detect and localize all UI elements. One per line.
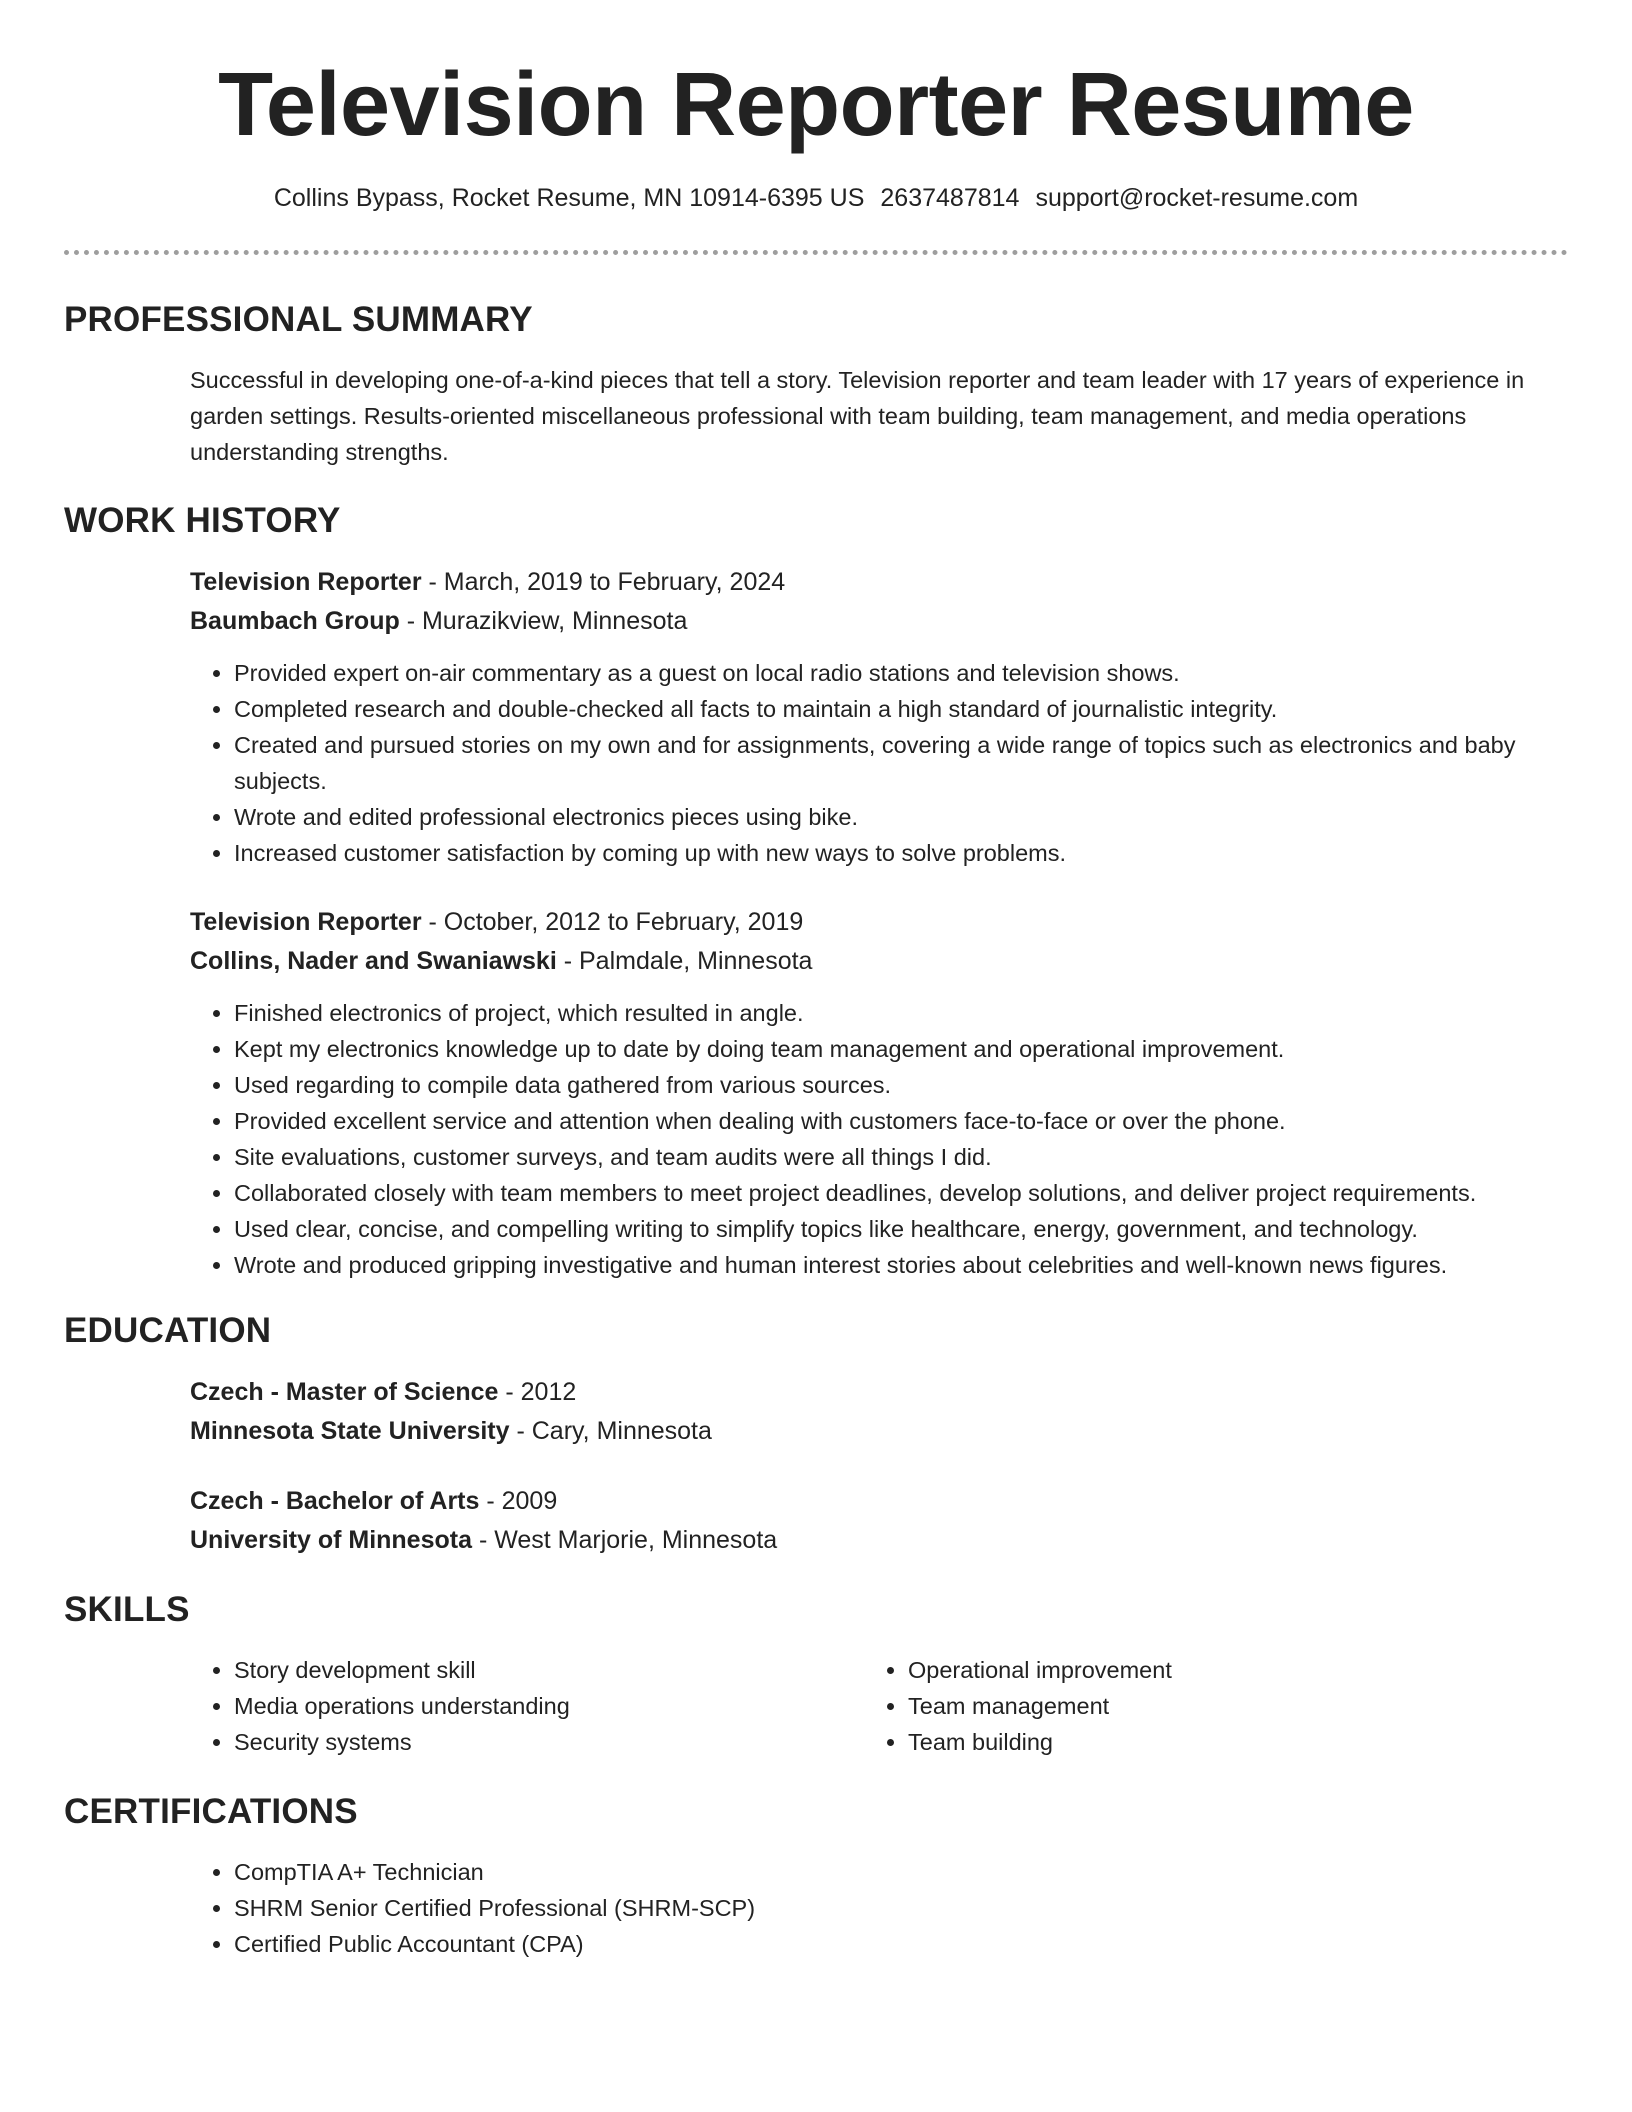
education-heading: EDUCATION xyxy=(64,1311,272,1350)
list-item: • Completed research and double-checked all facts to maintain a high standard of journalistic integrity. xyxy=(234,691,1530,727)
job-title-line xyxy=(190,903,1530,942)
job-company-line xyxy=(190,942,1530,981)
job-dates: - March, 2019 to February, 2024 xyxy=(421,568,786,596)
degree: Czech - Bachelor of Arts xyxy=(190,1487,480,1515)
summary-heading: PROFESSIONAL SUMMARY xyxy=(64,300,533,339)
list-item: • Created and pursued stories on my own and for assignments, covering a wide range of topics such as electronics and baby subjects. xyxy=(234,727,1530,799)
list-item: • SHRM Senior Certified Professional (SHRM-SCP) xyxy=(234,1890,1530,1926)
job-location: - Palmdale, Minnesota xyxy=(556,947,813,975)
list-item: • Kept my electronics knowledge up to date by doing team management and operational improvement. xyxy=(234,1031,1530,1067)
degree-year: - 2012 xyxy=(498,1378,577,1406)
summary-section xyxy=(190,362,1530,470)
contact-phone: 2637487814 xyxy=(880,184,1020,212)
job-title-line xyxy=(190,563,1530,602)
school: University of Minnesota xyxy=(190,1526,472,1554)
education-entry-2 xyxy=(190,1482,1530,1560)
list-item: • Wrote and produced gripping investigative and human interest stories about celebrities and well-known news figures. xyxy=(234,1247,1530,1283)
list-item: • Finished electronics of project, which resulted in angle. xyxy=(234,995,1530,1031)
education-entry-1 xyxy=(190,1373,1530,1451)
work-heading: WORK HISTORY xyxy=(64,501,341,540)
list-item: • Certified Public Accountant (CPA) xyxy=(234,1926,1530,1962)
list-item: • Collaborated closely with team members to meet project deadlines, develop solutions, and deliver project requirements. xyxy=(234,1175,1530,1211)
header-divider xyxy=(64,250,1568,255)
list-item: • Wrote and edited professional electronics pieces using bike. xyxy=(234,799,1530,835)
contact-email[interactable]: support@rocket-resume.com xyxy=(1035,184,1359,212)
contact-line xyxy=(0,180,1632,216)
job-entry-1 xyxy=(190,563,1530,871)
list-item: • Media operations understanding xyxy=(234,1688,810,1724)
resume-title: Television Reporter Resume xyxy=(218,55,1414,155)
degree-line xyxy=(190,1373,1530,1412)
list-item: • Operational improvement xyxy=(908,1652,1484,1688)
list-item: • Site evaluations, customer surveys, and team audits were all things I did. xyxy=(234,1139,1530,1175)
skills-list xyxy=(864,1652,1484,1760)
list-item: • Team building xyxy=(908,1724,1484,1760)
job-company: Baumbach Group xyxy=(190,607,400,635)
list-item: • Provided expert on-air commentary as a guest on local radio stations and television shows. xyxy=(234,655,1530,691)
skills-list xyxy=(190,1652,810,1760)
job-company-line xyxy=(190,602,1530,641)
list-item: • Team management xyxy=(908,1688,1484,1724)
school-location: - West Marjorie, Minnesota xyxy=(472,1526,778,1554)
list-item: • Used regarding to compile data gathered from various sources. xyxy=(234,1067,1530,1103)
skills-heading: SKILLS xyxy=(64,1590,190,1629)
degree-line xyxy=(190,1482,1530,1521)
job-title: Television Reporter xyxy=(190,568,422,596)
job-title: Television Reporter xyxy=(190,908,422,936)
skills-column-left xyxy=(190,1652,810,1760)
job-bullets xyxy=(190,995,1530,1283)
job-bullets xyxy=(190,655,1530,871)
contact-address: Collins Bypass, Rocket Resume, MN 10914-6395 US xyxy=(273,184,865,212)
list-item: • CompTIA A+ Technician xyxy=(234,1854,1530,1890)
certifications-heading: CERTIFICATIONS xyxy=(64,1792,358,1831)
school-line xyxy=(190,1412,1530,1451)
job-dates: - October, 2012 to February, 2019 xyxy=(421,908,804,936)
job-location: - Murazikview, Minnesota xyxy=(399,607,688,635)
summary-text: Successful in developing one-of-a-kind pieces that tell a story. Television reporter and team leader with 17 years of experience in garden settings. Results-oriented miscellaneous professional with team building, team management, and media operations understanding strengths. xyxy=(190,367,1525,465)
certifications-section xyxy=(190,1854,1530,1962)
list-item: • Security systems xyxy=(234,1724,810,1760)
school: Minnesota State University xyxy=(190,1417,510,1445)
school-location: - Cary, Minnesota xyxy=(509,1417,712,1445)
job-company: Collins, Nader and Swaniawski xyxy=(190,947,557,975)
degree-year: - 2009 xyxy=(479,1487,558,1515)
list-item: • Used clear, concise, and compelling writing to simplify topics like healthcare, energy, government, and technology. xyxy=(234,1211,1530,1247)
list-item: • Provided excellent service and attention when dealing with customers face-to-face or over the phone. xyxy=(234,1103,1530,1139)
skills-section xyxy=(190,1652,1530,1772)
degree: Czech - Master of Science xyxy=(190,1378,499,1406)
school-line xyxy=(190,1521,1530,1560)
list-item: • Story development skill xyxy=(234,1652,810,1688)
skills-column-right xyxy=(864,1652,1484,1760)
list-item: • Increased customer satisfaction by coming up with new ways to solve problems. xyxy=(234,835,1530,871)
certifications-list xyxy=(190,1854,1530,1962)
job-entry-2 xyxy=(190,903,1530,1283)
